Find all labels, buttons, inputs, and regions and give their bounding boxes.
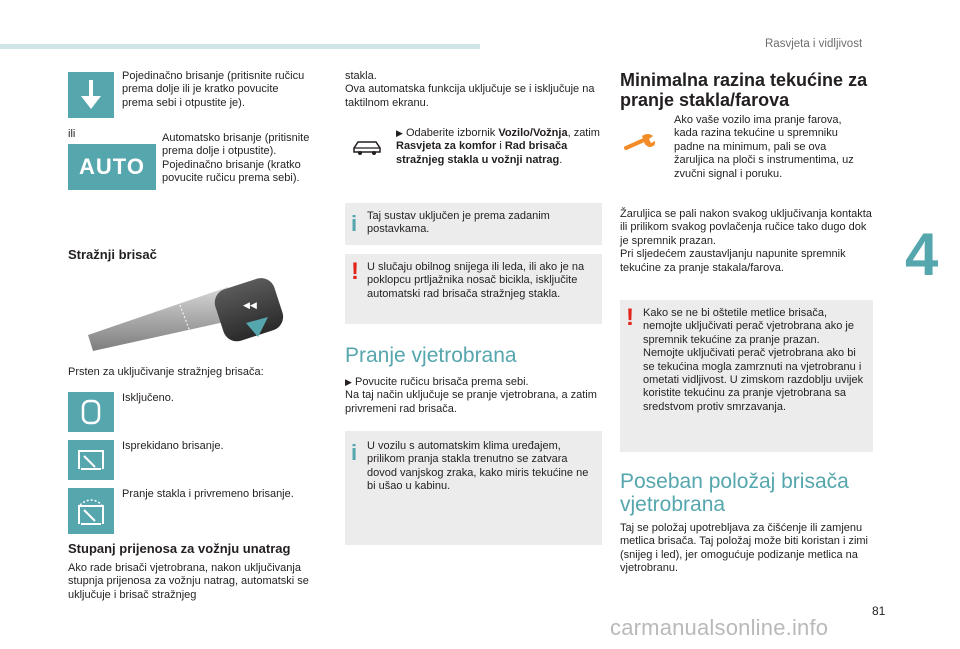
washing-text-body: Povucite ručicu brisača prema sebi. Na taj način uključuje se pranje vjetrobrana, a zatim privremeni rad brisača.	[345, 376, 597, 415]
ring-caption: Prsten za uključivanje stražnjeg brisača:	[68, 366, 264, 378]
washing-text: ▶ Povucite ručicu brisača prema sebi. Na taj način uključuje se pranje vjetrobrana, a zatim privremeni rad brisača.	[345, 376, 597, 415]
chapter-number: 4	[905, 221, 939, 288]
rear-auto-continued: stakla. Ova automatska funkcija uključuje se i isključuje na taktilnom ekranu.	[345, 70, 595, 109]
arrow-down-icon	[68, 72, 114, 118]
menu-text-3: i	[496, 140, 505, 153]
lamp-text: Žaruljica se pali nakon svakog uključivanja kontakta ili prilikom svakog povlačenja ručice tako dugo dok je spremnik prazan. Pri sljedećem zaustavljanju napunite spremnik tekućine za pranje stakala/farova.	[620, 208, 872, 274]
rear-off-text: Isključeno.	[122, 392, 174, 404]
warning-snow-text: U slučaju obilnog snijega ili leda, ili ako je na poklopcu prtljažnika nosač bicikla, isključite automatski rad brisača stražnjeg stakla.	[367, 261, 585, 300]
info-icon: i	[351, 211, 358, 236]
warning-icon: !	[351, 258, 359, 285]
auto-wipe-text: Automatsko brisanje (pritisnite prema dolje i otpustite). Pojedinačno brisanje (kratko povucite ručicu prema sebi).	[162, 132, 310, 185]
car-icon	[352, 138, 382, 158]
special-position-text: Taj se položaj upotrebljava za čišćenje ili zamjenu metlica brisača. Taj položaj može biti koristan i zimi (snijeg i led), jer omogućuje podizanje metlica na vjetrobranu.	[620, 522, 868, 575]
section-title: Rasvjeta i vidljivost	[765, 38, 863, 50]
auto-icon-label: AUTO	[79, 154, 145, 179]
rear-intermittent-text: Isprekidano brisanje.	[122, 440, 224, 452]
rear-wash-text: Pranje stakla i privremeno brisanje.	[122, 488, 294, 500]
reverse-text: Ako rade brisači vjetrobrana, nakon uključivanja stupnja prijenosa za vožnju natrag, automatski se uključuje i brisač stražnjeg	[68, 562, 309, 601]
warning-wipers-text: Kako se ne bi oštetile metlice brisača, nemojte uključivati perač vjetrobrana ako je spremnik tekućine za pranje prazan. Nemojte uključivati perač vjetrobrana ako bi se tekućina mogla zamrznuti na vjetrobranu i ometati vidljivost. U zimskom razdoblju uvijek koristite tekućinu za pranje vjetrobrana sa sredstvom protiv smrzavanja.	[643, 307, 864, 413]
menu-instruction: ▶ Odaberite izbornik Vozilo/Vožnja, zatim Rasvjeta za komfor i Rad brisača stražnjeg stakla u vožnji natrag.	[396, 127, 600, 166]
wiper-stalk-illustration	[88, 275, 288, 355]
watermark: carmanualsonline.info	[610, 615, 829, 640]
warning-icon: !	[626, 304, 634, 331]
min-level-heading: Minimalna razina tekućine za pranje stakla/farova	[620, 70, 868, 110]
rear-wash-icon	[68, 488, 114, 534]
menu-text-end: .	[559, 153, 563, 166]
info-default-text: Taj sustav uključen je prema zadanim postavkama.	[367, 210, 550, 236]
wrench-icon	[622, 130, 658, 154]
menu-bold-3: Rad brisača stražnjeg stakla u vožnji natrag	[396, 140, 568, 166]
special-position-heading: Poseban položaj brisača vjetrobrana	[620, 470, 849, 516]
rear-wiper-heading: Stražnji brisač	[68, 247, 157, 262]
info-box-default	[345, 203, 602, 245]
menu-bold-1: Vozilo/Vožnja	[498, 127, 568, 139]
header-bar	[0, 44, 480, 49]
info-icon: i	[351, 440, 358, 465]
warning-box-wipers	[620, 300, 873, 452]
min-level-text: Ako vaše vozilo ima pranje farova, kada razina tekućine u spremniku padne na minimum, pali se ova žaruljica na ploči s instrumentima, uz zvučni signal i poruku.	[674, 114, 854, 180]
menu-text-2: , zatim	[567, 127, 600, 139]
rear-off-icon	[68, 392, 114, 432]
rear-intermittent-icon	[68, 440, 114, 480]
page-number: 81	[872, 604, 886, 618]
info-climate-text: U vozilu s automatskim klima uređajem, prilikom pranja stakla trenutno se zatvara dovod vanjskog zraka, kako miris tekućine ne bi ušao u kabinu.	[367, 440, 589, 493]
auto-icon	[68, 144, 156, 190]
menu-bold-2: Rasvjeta za komfor	[396, 140, 497, 153]
single-wipe-text: Pojedinačno brisanje (pritisnite ručicu prema dolje ili je kratko povucite prema sebi i otpustite je).	[122, 70, 305, 109]
reverse-heading: Stupanj prijenosa za vožnju unatrag	[68, 541, 291, 556]
info-box-climate	[345, 431, 602, 545]
svg-text:◀◀: ◀◀	[243, 300, 257, 310]
washing-heading: Pranje vjetrobrana	[345, 344, 517, 367]
or-label: ili	[68, 128, 76, 140]
warning-box-snow	[345, 254, 602, 324]
menu-text-1: Odaberite izbornik	[405, 127, 499, 139]
